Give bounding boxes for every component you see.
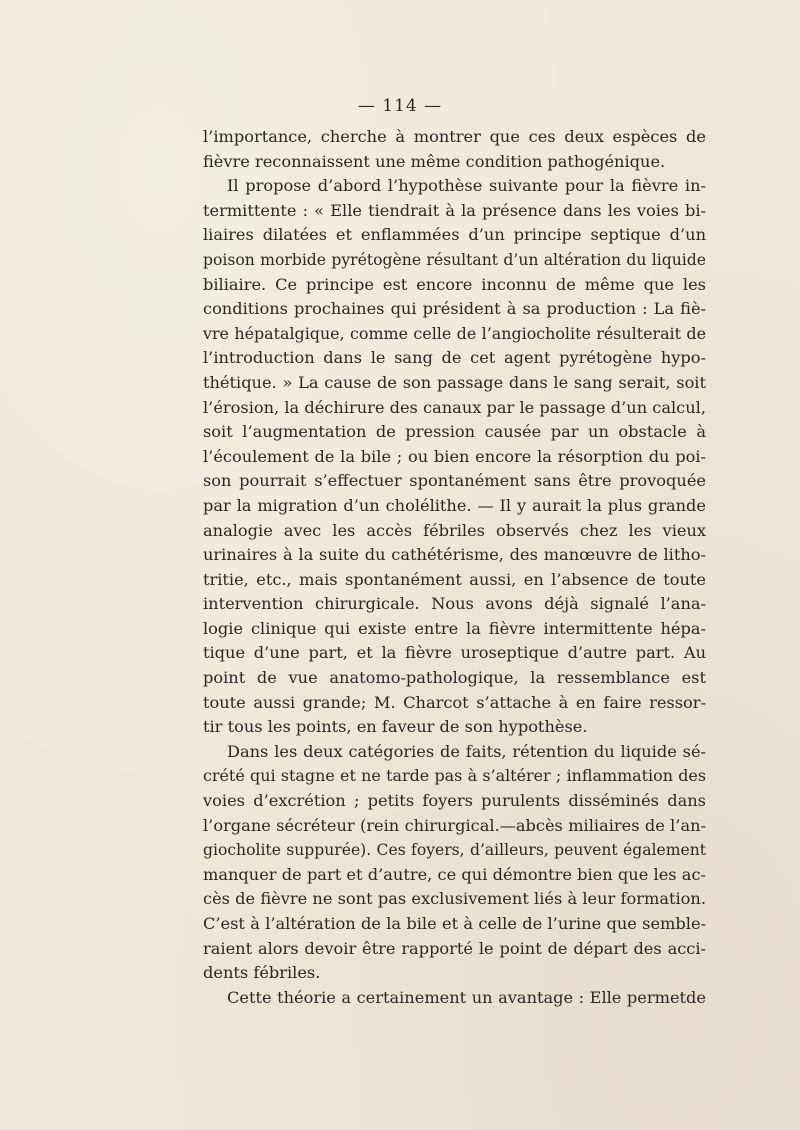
text-line: point de vue anatomo-pathologique, la ressemblance est bbox=[203, 668, 706, 688]
text-line: manquer de part et d’autre, ce qui démontre bien que les ac- bbox=[203, 864, 706, 884]
text-line: son pourrait s’effectuer spontanément sans être provoquée bbox=[203, 471, 706, 491]
text-line: l’organe sécréteur (rein chirurgical.—abcès miliaires de l’an- bbox=[203, 815, 706, 835]
text-line: dents fébriles. bbox=[203, 963, 321, 983]
page-number: — 114 — bbox=[357, 96, 443, 116]
text-line: crété qui stagne et ne tarde pas à s’altérer ; inflammation des bbox=[203, 766, 706, 786]
text-line: l’importance, cherche à montrer que ces deux espèces de bbox=[203, 127, 706, 146]
text-line: intervention chirurgicale. Nous avons déjà signalé l’ana- bbox=[203, 594, 706, 614]
text-line: cès de fièvre ne sont pas exclusivement liés à leur formation. bbox=[203, 889, 706, 909]
body-text bbox=[203, 125, 706, 1010]
text-line: biliaire. Ce principe est encore inconnu de même que les bbox=[203, 274, 706, 294]
text-line: l’écoulement de la bile ; ou bien encore la résorption du poi- bbox=[203, 446, 706, 466]
text-line: soit l’augmentation de pression causée par un obstacle à bbox=[203, 422, 706, 442]
text-line: logie clinique qui existe entre la fièvre intermittente hépa- bbox=[203, 618, 706, 638]
text-line: liaires dilatées et enflammées d’un principe septique d’un bbox=[203, 225, 706, 245]
text-line: fièvre reconnaissent une même condition pathogénique. bbox=[203, 151, 666, 171]
text-line: termittente : « Elle tiendrait à la présence dans les voies bi- bbox=[203, 200, 706, 220]
text-line: tique d’une part, et la fièvre uroseptique d’autre part. Au bbox=[203, 643, 706, 663]
text-line: vre hépatalgique, comme celle de l’angiocholite résulterait de bbox=[203, 323, 706, 343]
text-line: Cette théorie a certainement un avantage : Elle permetde bbox=[227, 987, 706, 1007]
text-line: tir tous les points, en faveur de son hypothèse. bbox=[203, 717, 588, 737]
text-line: poison morbide pyrétogène résultant d’un altération du liquide bbox=[203, 250, 706, 269]
text-line: thétique. » La cause de son passage dans le sang serait, soit bbox=[203, 372, 706, 392]
text-line: analogie avec les accès fébriles observés chez les vieux bbox=[203, 520, 706, 540]
text-line: Il propose d’abord l’hypothèse suivante pour la fièvre in- bbox=[227, 176, 706, 196]
text-line: par la migration d’un cholélithe. — Il y aurait la plus grande bbox=[203, 495, 706, 515]
text-line: giocholite suppurée). Ces foyers, d’ailleurs, peuvent également bbox=[203, 841, 706, 860]
text-line: l’érosion, la déchirure des canaux par le passage d’un calcul, bbox=[203, 397, 706, 417]
text-line: tritie, etc., mais spontanément aussi, en l’absence de toute bbox=[203, 569, 706, 589]
text-line: voies d’excrétion ; petits foyers purulents disséminés dans bbox=[203, 791, 706, 811]
text-line: l’introduction dans le sang de cet agent pyrétogène hypo- bbox=[203, 348, 706, 368]
text-line: toute aussi grande; M. Charcot s’attache à en faire ressor- bbox=[203, 692, 706, 712]
text-line: C’est à l’altération de la bile et à celle de l’urine que semble- bbox=[203, 914, 706, 933]
text-line: Dans les deux catégories de faits, rétention du liquide sé- bbox=[227, 741, 706, 761]
text-line: raient alors devoir être rapporté le point de départ des acci- bbox=[203, 938, 706, 958]
text-line: conditions prochaines qui président à sa production : La fiè- bbox=[203, 299, 706, 319]
text-line: urinaires à la suite du cathétérisme, des manœuvre de litho- bbox=[203, 545, 706, 565]
